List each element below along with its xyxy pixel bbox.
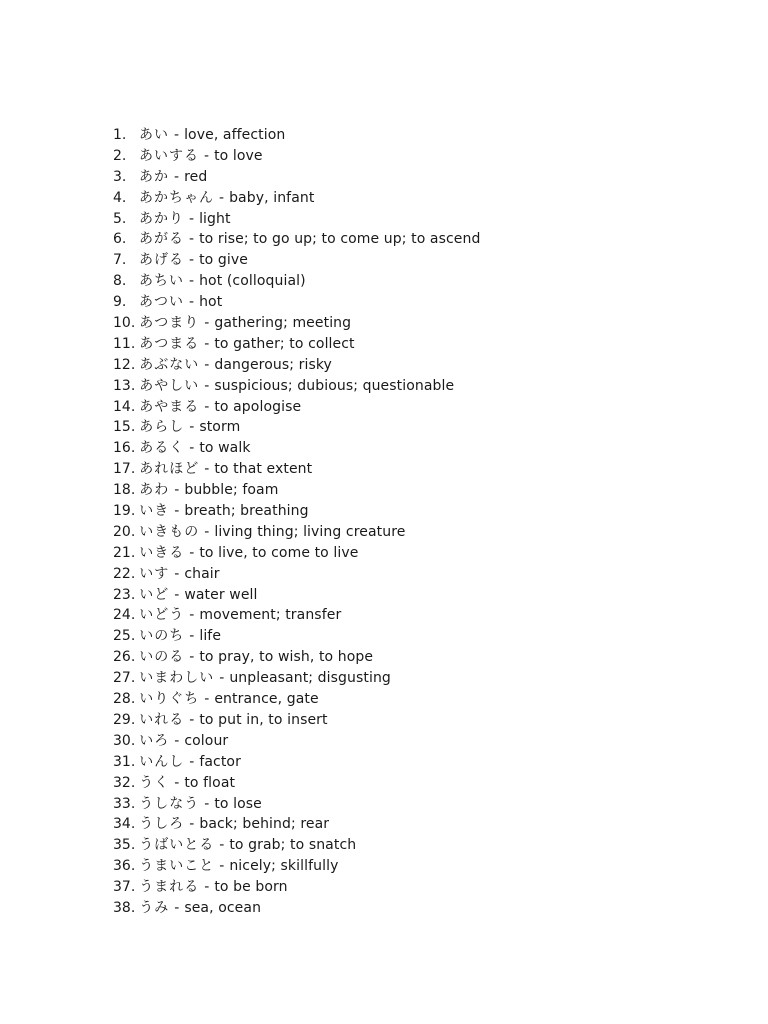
list-item [113, 292, 480, 313]
item-separator: - [204, 691, 210, 708]
item-number: 22. [113, 565, 136, 582]
item-separator: - [189, 419, 195, 436]
item-number: 23. [113, 586, 136, 603]
item-kana: あやしい [139, 377, 200, 394]
item-separator: - [189, 816, 195, 833]
item-kana: うしなう [139, 795, 200, 812]
item-meaning: to gather; to collect [214, 335, 355, 352]
item-kana: あつい [139, 294, 184, 311]
item-number: 32. [113, 774, 136, 791]
item-number: 12. [113, 356, 136, 373]
item-meaning: unpleasant; disgusting [229, 670, 391, 687]
item-separator: - [174, 899, 180, 916]
item-number: 27. [113, 670, 136, 687]
list-item [113, 773, 480, 794]
item-number: 26. [113, 649, 136, 666]
list-item [113, 397, 480, 418]
item-separator: - [189, 607, 195, 624]
item-kana: うみ [139, 899, 170, 916]
item-separator: - [174, 168, 180, 185]
item-meaning: sea, ocean [184, 899, 262, 916]
list-item [113, 626, 480, 647]
item-number: 17. [113, 461, 136, 478]
item-separator: - [219, 189, 225, 206]
item-meaning: breath; breathing [184, 503, 309, 520]
list-item [113, 376, 480, 397]
item-separator: - [189, 711, 195, 728]
item-separator: - [204, 356, 210, 373]
list-item [113, 459, 480, 480]
list-item [113, 835, 480, 856]
item-kana: あい [139, 127, 169, 143]
item-separator: - [189, 294, 195, 311]
item-separator: - [174, 565, 180, 582]
item-kana: いのち [139, 628, 185, 645]
item-number: 4. [113, 189, 127, 206]
item-meaning: storm [199, 419, 241, 436]
item-separator: - [189, 628, 195, 645]
item-meaning: hot [199, 294, 223, 311]
item-kana: うく [139, 774, 170, 791]
item-meaning: to lose [214, 795, 262, 812]
item-separator: - [189, 544, 195, 561]
list-item [113, 417, 480, 438]
item-separator: - [174, 732, 180, 749]
item-kana: あか [139, 168, 169, 185]
item-number: 20. [113, 523, 136, 540]
list-item [113, 710, 480, 731]
list-item [113, 229, 480, 250]
item-number: 38. [113, 899, 136, 916]
item-meaning: nicely; skillfully [229, 858, 339, 875]
item-separator: - [204, 147, 210, 164]
item-separator: - [189, 252, 195, 269]
item-kana: いどう [139, 607, 185, 624]
item-meaning: to give [199, 252, 248, 269]
item-number: 1. [113, 127, 127, 143]
list-item [113, 188, 480, 209]
item-meaning: to put in, to insert [199, 711, 328, 728]
item-separator: - [174, 586, 180, 603]
item-separator: - [204, 795, 210, 812]
item-number: 28. [113, 691, 136, 708]
item-meaning: water well [184, 586, 258, 603]
item-meaning: baby, infant [229, 189, 315, 206]
item-separator: - [189, 753, 195, 770]
list-item [113, 794, 480, 815]
item-number: 36. [113, 858, 136, 875]
item-separator: - [204, 398, 210, 415]
item-kana: あがる [139, 231, 184, 248]
item-number: 16. [113, 440, 136, 457]
item-kana: いまわしい [139, 670, 215, 687]
item-number: 7. [113, 252, 127, 269]
item-number: 19. [113, 503, 136, 520]
item-kana: あらし [139, 419, 185, 436]
item-number: 25. [113, 628, 136, 645]
item-number: 13. [113, 377, 136, 394]
item-kana: いきる [139, 544, 185, 561]
item-kana: いど [139, 586, 170, 603]
item-kana: うばいとる [139, 837, 215, 854]
item-meaning: factor [199, 753, 241, 770]
item-kana: あいする [139, 147, 199, 164]
item-separator: - [204, 377, 210, 394]
item-number: 15. [113, 419, 136, 436]
vocabulary-list [113, 125, 480, 919]
item-number: 10. [113, 315, 136, 332]
item-separator: - [189, 273, 195, 290]
item-number: 37. [113, 879, 136, 896]
item-number: 14. [113, 398, 136, 415]
item-meaning: suspicious; dubious; questionable [214, 377, 455, 394]
item-meaning: gathering; meeting [214, 315, 352, 332]
item-number: 30. [113, 732, 136, 749]
item-number: 3. [113, 168, 127, 185]
item-kana: あわ [139, 482, 170, 499]
item-number: 29. [113, 711, 136, 728]
item-meaning: to walk [199, 440, 251, 457]
list-item [113, 543, 480, 564]
list-item [113, 752, 480, 773]
item-kana: あつまる [139, 335, 200, 352]
list-item [113, 689, 480, 710]
item-number: 6. [113, 231, 127, 248]
item-number: 18. [113, 482, 136, 499]
item-kana: あれほど [139, 461, 200, 478]
item-separator: - [174, 127, 180, 143]
list-item [113, 355, 480, 376]
item-separator: - [204, 879, 210, 896]
item-kana: いんし [139, 753, 185, 770]
item-kana: いのる [139, 649, 185, 666]
item-separator: - [174, 503, 180, 520]
item-meaning: love, affection [184, 127, 286, 143]
item-kana: あかり [139, 210, 184, 227]
item-separator: - [204, 461, 210, 478]
item-meaning: chair [184, 565, 220, 582]
item-meaning: colour [184, 732, 229, 749]
list-item [113, 522, 480, 543]
item-meaning: to rise; to go up; to come up; to ascend [199, 231, 481, 248]
item-meaning: to pray, to wish, to hope [199, 649, 374, 666]
list-item [113, 898, 480, 919]
item-kana: いきもの [139, 523, 200, 540]
item-kana: あぶない [139, 356, 200, 373]
item-meaning: movement; transfer [199, 607, 342, 624]
list-item [113, 668, 480, 689]
list-item [113, 250, 480, 271]
list-item [113, 146, 480, 167]
item-kana: あかちゃん [139, 189, 214, 206]
list-item [113, 814, 480, 835]
item-meaning: bubble; foam [184, 482, 279, 499]
list-item [113, 585, 480, 606]
item-meaning: entrance, gate [214, 691, 319, 708]
item-kana: いき [139, 503, 170, 520]
item-separator: - [189, 231, 195, 248]
item-meaning: to love [214, 147, 263, 164]
list-item [113, 271, 480, 292]
item-number: 24. [113, 607, 136, 624]
item-meaning: red [184, 168, 208, 185]
item-number: 35. [113, 837, 136, 854]
item-number: 9. [113, 294, 127, 311]
item-kana: あちい [139, 273, 184, 290]
item-separator: - [189, 210, 195, 227]
list-item [113, 877, 480, 898]
item-number: 5. [113, 210, 127, 227]
list-item [113, 209, 480, 230]
item-meaning: to float [184, 774, 236, 791]
item-number: 2. [113, 147, 127, 164]
item-kana: うまいこと [139, 858, 215, 875]
item-kana: いす [139, 565, 170, 582]
item-meaning: dangerous; risky [214, 356, 332, 373]
item-separator: - [204, 523, 210, 540]
list-item [113, 167, 480, 188]
item-kana: あるく [139, 440, 185, 457]
list-item [113, 438, 480, 459]
item-kana: いりぐち [139, 691, 200, 708]
list-item [113, 501, 480, 522]
item-separator: - [219, 837, 225, 854]
item-separator: - [219, 670, 225, 687]
list-item [113, 480, 480, 501]
item-number: 8. [113, 273, 127, 290]
item-number: 31. [113, 753, 136, 770]
list-item [113, 731, 480, 752]
item-meaning: light [199, 210, 231, 227]
item-number: 34. [113, 816, 136, 833]
item-meaning: hot (colloquial) [199, 273, 306, 290]
item-separator: - [189, 440, 195, 457]
item-meaning: living thing; living creature [214, 523, 406, 540]
list-item [113, 334, 480, 355]
item-separator: - [204, 315, 210, 332]
item-meaning: to grab; to snatch [229, 837, 357, 854]
item-meaning: to be born [214, 879, 288, 896]
item-kana: うまれる [139, 879, 200, 896]
item-meaning: back; behind; rear [199, 816, 330, 833]
list-item [113, 125, 480, 146]
item-kana: あげる [139, 252, 184, 269]
list-item [113, 313, 480, 334]
item-kana: あやまる [139, 398, 200, 415]
item-kana: あつまり [139, 315, 200, 332]
item-number: 21. [113, 544, 136, 561]
item-kana: いろ [139, 732, 170, 749]
item-meaning: life [199, 628, 222, 645]
item-meaning: to that extent [214, 461, 313, 478]
item-separator: - [219, 858, 225, 875]
item-meaning: to apologise [214, 398, 302, 415]
list-item [113, 564, 480, 585]
item-separator: - [204, 335, 210, 352]
item-kana: いれる [139, 711, 185, 728]
item-meaning: to live, to come to live [199, 544, 359, 561]
item-separator: - [174, 482, 180, 499]
item-separator: - [174, 774, 180, 791]
item-kana: うしろ [139, 816, 185, 833]
item-separator: - [189, 649, 195, 666]
item-number: 11. [113, 335, 136, 352]
item-number: 33. [113, 795, 136, 812]
list-item [113, 647, 480, 668]
list-item [113, 605, 480, 626]
list-item [113, 856, 480, 877]
